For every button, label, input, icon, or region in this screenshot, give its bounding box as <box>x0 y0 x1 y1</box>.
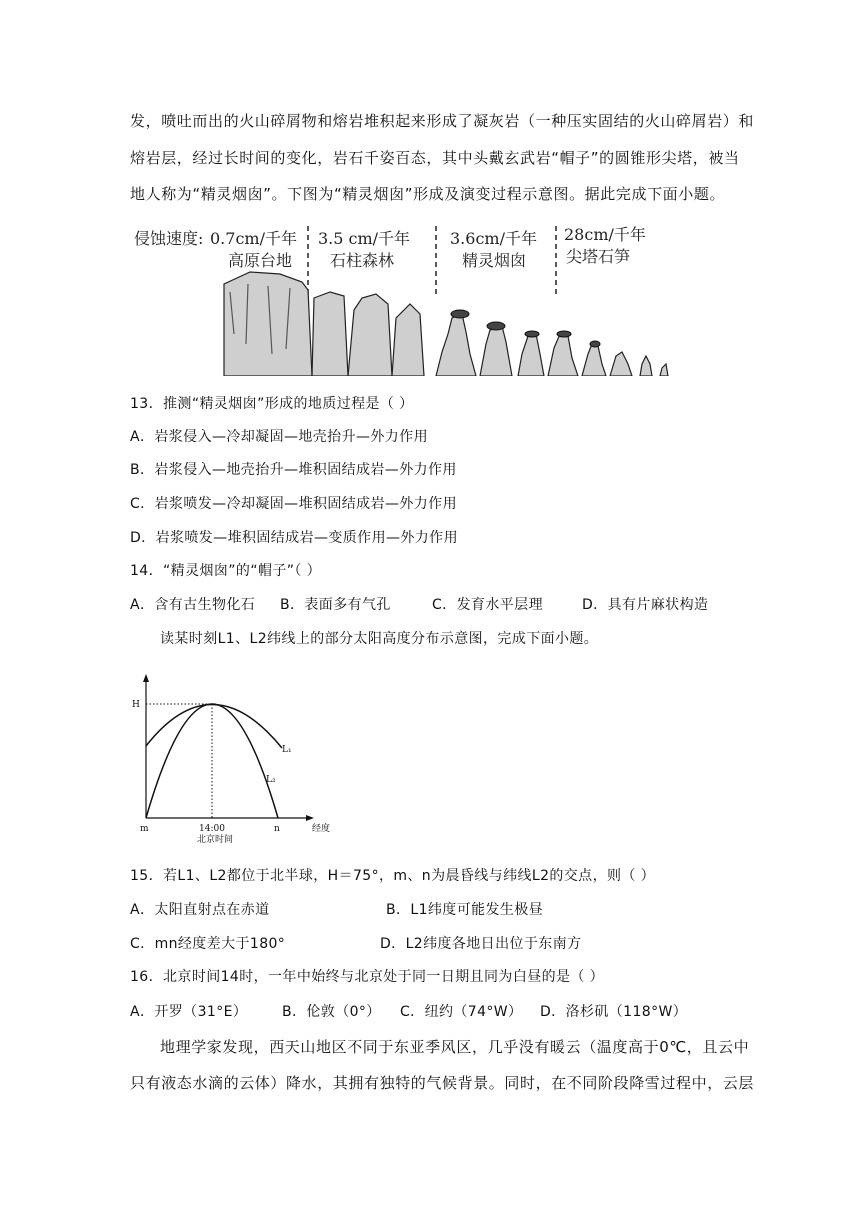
stage3-name: 精灵烟囱 <box>462 251 527 270</box>
q13-option-b: B．岩浆侵入—地壳抬升—堆积固结成岩—外力作用 <box>130 462 457 478</box>
n-label: n <box>274 824 280 834</box>
q16-stem: 16．北京时间14时，一年中始终与北京处于同一日期且同为白昼的是（ ） <box>130 969 605 985</box>
q13-option-c: C．岩浆喷发—冷却凝固—堆积固结成岩—外力作用 <box>130 496 457 512</box>
q14-option-c: C．发育水平层理 <box>432 597 543 613</box>
l1-label: L₁ <box>282 745 292 755</box>
time-sub-label: 北京时间 <box>197 835 234 845</box>
erosion-speed-prefix: 侵蚀速度: <box>134 229 204 248</box>
stage4-name: 尖塔石笋 <box>566 247 631 266</box>
passage3-line-2: 只有液态水滴的云体）降水，其拥有独特的气候背景。同时，在不同阶段降雪过程中，云层 <box>130 1074 755 1092</box>
q15-stem: 15．若L1、L2都位于北半球，H＝75°，m、n为晨昏线与纬线L2的交点，则（ ） <box>130 868 656 884</box>
stage1-rate: 0.7cm/千年 <box>210 229 297 248</box>
l2-label: L₂ <box>266 775 276 785</box>
m-label: m <box>140 824 149 834</box>
q13-option-d: D．岩浆喷发—堆积固结成岩—变质作用—外力作用 <box>130 530 458 546</box>
q14-option-a: A．含有古生物化石 <box>130 597 256 613</box>
q15-option-b: B．L1纬度可能发生极昼 <box>386 902 544 918</box>
solar-altitude-diagram <box>126 672 362 852</box>
section-intro: 读某时刻L1、L2纬线上的部分太阳高度分布示意图，完成下面小题。 <box>160 631 599 647</box>
q14-option-b: B．表面多有气孔 <box>280 597 391 613</box>
passage3-line-1: 地理学家发现，西天山地区不同于东亚季风区，几乎没有暖云（温度高于0℃，且云中 <box>160 1038 750 1056</box>
q14-option-d: D．具有片麻状构造 <box>582 597 709 613</box>
q15-option-d: D．L2纬度各地日出位于东南方 <box>380 936 582 952</box>
time-label: 14:00 <box>199 824 225 834</box>
stage2-rate: 3.5 cm/千年 <box>318 229 411 248</box>
basalt-caps <box>451 310 600 347</box>
passage-line-3: 地人称为“精灵烟囱”。下图为“精灵烟囱”形成及演变过程示意图。据此完成下面小题。 <box>130 185 726 203</box>
stage3-rate: 3.6cm/千年 <box>450 229 537 248</box>
q16-option-c: C．纽约（74°W） <box>400 1004 523 1020</box>
passage-line-1: 发，喷吐而出的火山碎屑物和熔岩堆积起来形成了凝灰岩（一种压实固结的火山碎屑岩）和 <box>130 112 755 130</box>
q16-option-b: B．伦敦（0°） <box>282 1004 381 1020</box>
q16-option-d: D．洛杉矶（118°W） <box>540 1004 688 1020</box>
stage4-rate: 28cm/千年 <box>564 225 646 244</box>
q14-stem: 14．“精灵烟囱”的“帽子”（ ） <box>130 563 322 579</box>
y-axis-label: H <box>132 700 140 710</box>
q15-option-a: A．太阳直射点在赤道 <box>130 902 270 918</box>
q13-option-a: A．岩浆侵入—冷却凝固—地壳抬升—外力作用 <box>130 429 428 445</box>
rock-formations <box>224 272 668 376</box>
fairy-chimney-diagram <box>130 214 676 376</box>
stage1-name: 高原台地 <box>228 251 293 270</box>
q13-stem: 13．推测“精灵烟囱”形成的地质过程是（ ） <box>130 396 414 412</box>
x-axis-label: 经度 <box>312 824 331 834</box>
passage-line-2: 熔岩层，经过长时间的变化，岩石千姿百态，其中头戴玄武岩“帽子”的圆锥形尖塔，被当 <box>130 149 740 167</box>
curve-l1 <box>146 704 282 748</box>
q16-option-a: A．开罗（31°E） <box>130 1004 248 1020</box>
stage2-name: 石柱森林 <box>330 251 395 270</box>
q15-option-c: C．mn经度差大于180° <box>130 936 286 952</box>
